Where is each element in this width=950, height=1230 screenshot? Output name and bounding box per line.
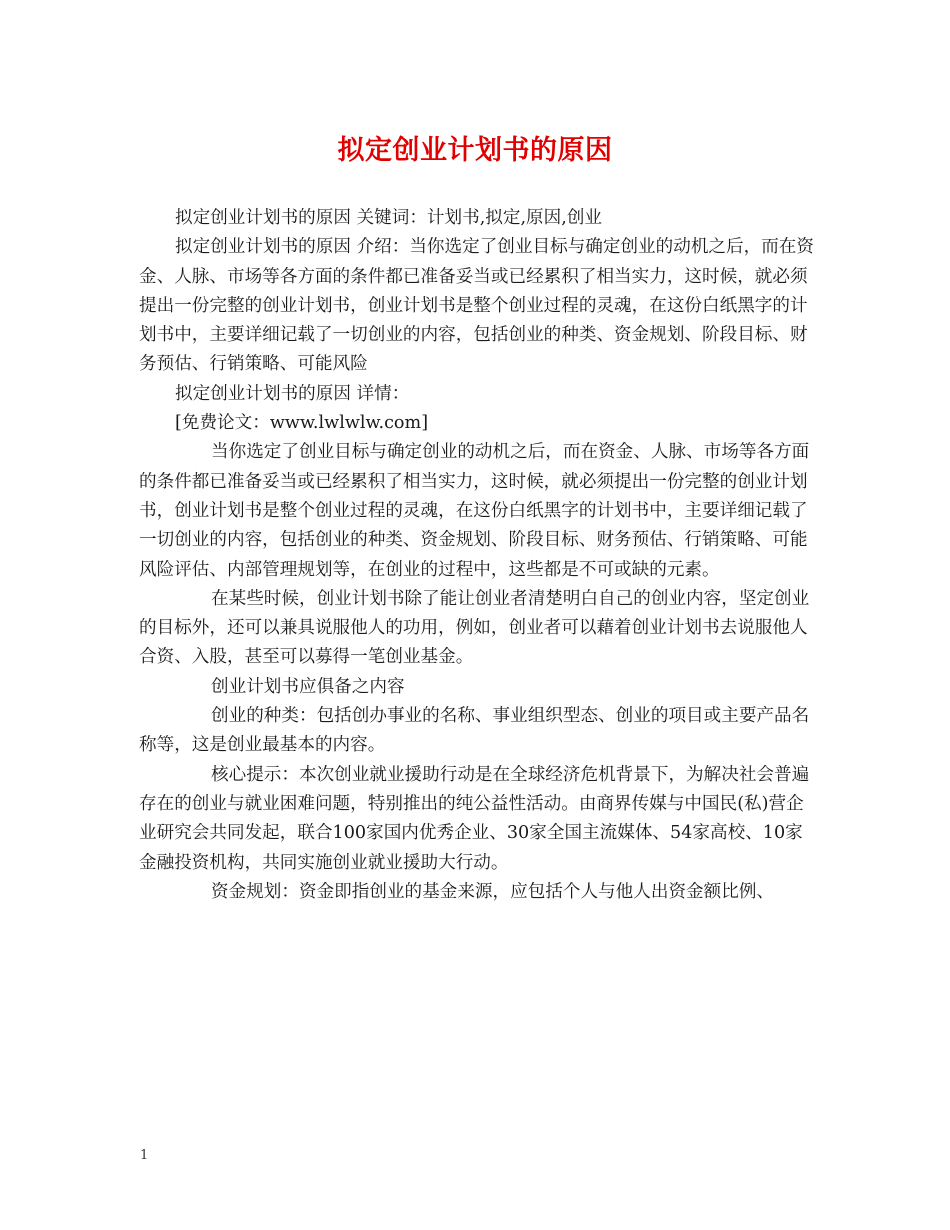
page-number: 1 <box>140 1148 149 1163</box>
details-heading: 拟定创业计划书的原因 详情： <box>175 383 410 404</box>
keywords-paragraph: 拟定创业计划书的原因 关键词：计划书,拟定,原因,创业 <box>175 208 603 228</box>
body-paragraph: 当你选定了创业目标与确定创业的动机之后，而在资金、人脉、市场等各方面的条件都已准备妥当或已经累积了相当实力，这时候，就必须提出一份完整的创业计划书，创业计划书是整个创业过程的灵魂，在这份白纸黑字的计划书中，主要详细记载了一切创业的内容，包括创业的种类、资金规划、阶段目标、财务预估、行销策略、可能风险评估、内部管理规划等，在创业的过程中，这些都是不可或缺的元素。 <box>139 442 810 580</box>
intro-paragraph: 拟定创业计划书的原因 介绍：当你选定了创业目标与确定创业的动机之后，而在资金、人脉、市场等各方面的条件都已准备妥当或已经累积了相当实力，这时候，就必须提出一份完整的创业计划书，创业计划书是整个创业过程的灵魂，在这份白纸黑字的计划书中，主要详细记载了一切创业的内容，包括创业的种类、资金规划、阶段目标、财务预估、行销策略、可能风险 <box>139 237 814 375</box>
section-heading: 创业计划书应俱备之内容 <box>211 676 405 697</box>
body-paragraph: 核心提示：本次创业就业援助行动是在全球经济危机背景下，为解决社会普遍存在的创业与就业困难问题，特别推出的纯公益性活动。由商界传媒与中国民(私)营企业研究会共同发起，联合100家国内优秀企业、30家全国主流媒体、54家高校、10家金融投资机构，共同实施创业就业援助大行动。 <box>139 764 810 873</box>
document-body <box>139 204 815 907</box>
source-note: [免费论文：www.lwlwlw.com] <box>175 413 429 434</box>
document-title: 拟定创业计划书的原因 <box>337 135 613 166</box>
body-paragraph: 在某些时候，创业计划书除了能让创业者清楚明白自己的创业内容，坚定创业的目标外，还可以兼具说服他人的功用，例如，创业者可以藉着创业计划书去说服他人合资、入股，甚至可以募得一笔创业基金。 <box>139 588 810 668</box>
body-paragraph: 资金规划：资金即指创业的基金来源，应包括个人与他人出资金额比例、 <box>211 881 775 902</box>
body-paragraph: 创业的种类：包括创办事业的名称、事业组织型态、创业的项目或主要产品名称等，这是创业最基本的内容。 <box>139 706 810 756</box>
